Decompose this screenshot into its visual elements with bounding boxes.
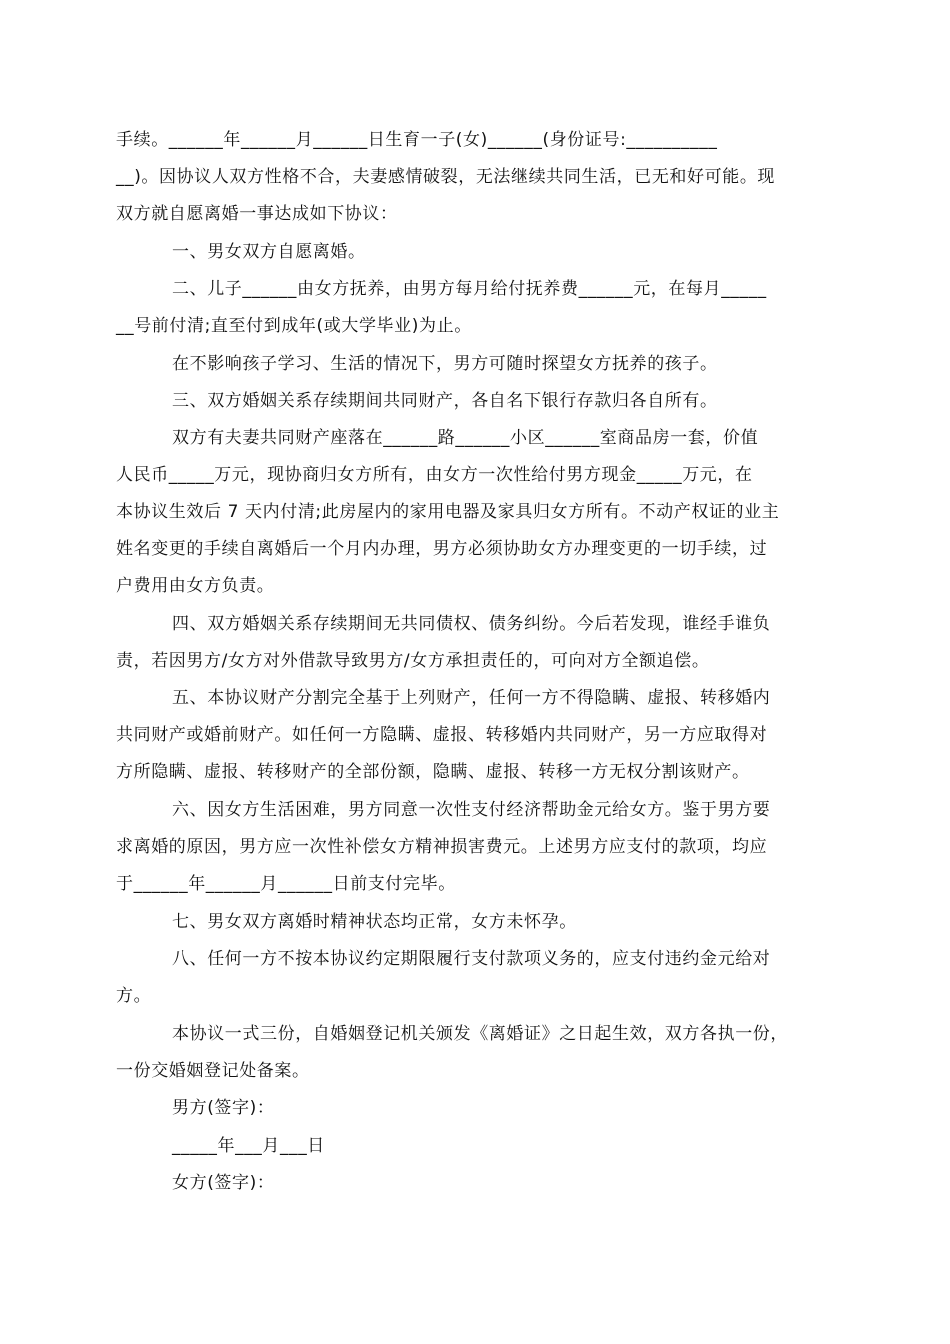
text-line-19: 六、因女方生活困难，男方同意一次性支付经济帮助金元给女方。鉴于男方要 bbox=[172, 800, 771, 820]
text-line-25: 本协议一式三份，自婚姻登记机关颁发《离婚证》之日起生效，双方各执一份， bbox=[172, 1024, 788, 1044]
text-line-17: 共同财产或婚前财产。如任何一方隐瞒、虚报、转移婚内共同财产，另一方应取得对 bbox=[116, 725, 768, 745]
text-line-8: 三、双方婚姻关系存续期间共同财产，各自名下银行存款归各自所有。 bbox=[172, 391, 718, 411]
text-line-20: 求离婚的原因，男方应一次性补偿女方精神损害费元。上述男方应支付的款项，均应 bbox=[116, 837, 768, 857]
female-signature-label: 女方(签字)： bbox=[172, 1173, 275, 1193]
male-signature-label: 男方(签字)： bbox=[172, 1098, 275, 1118]
date-line: _____年___月___日 bbox=[172, 1136, 325, 1156]
text-line-4: 一、男女双方自愿离婚。 bbox=[172, 242, 366, 262]
text-line-13: 户费用由女方负责。 bbox=[116, 576, 275, 596]
text-line-21: 于______年______月______日前支付完毕。 bbox=[116, 874, 456, 894]
text-line-18: 方所隐瞒、虚报、转移财产的全部份额，隐瞒、虚报、转移一方无权分割该财产。 bbox=[116, 762, 750, 782]
text-line-12: 姓名变更的手续自离婚后一个月内办理，男方必须协助女方办理变更的一切手续，过 bbox=[116, 539, 768, 559]
text-line-11: 本协议生效后 7 天内付清;此房屋内的家用电器及家具归女方所有。不动产权证的业主 bbox=[116, 502, 780, 522]
text-line-22: 七、男女双方离婚时精神状态均正常，女方未怀孕。 bbox=[172, 912, 577, 932]
text-line-3: 双方就自愿离婚一事达成如下协议： bbox=[116, 204, 398, 224]
text-line-23: 八、任何一方不按本协议约定期限履行支付款项义务的，应支付违约金元给对 bbox=[172, 949, 771, 969]
text-line-15: 责，若因男方/女方对外借款导致男方/女方承担责任的，可向对方全额追偿。 bbox=[116, 651, 710, 671]
text-line-7: 在不影响孩子学习、生活的情况下，男方可随时探望女方抚养的孩子。 bbox=[172, 354, 718, 374]
text-line-6: __号前付清;直至付到成年(或大学毕业)为止。 bbox=[116, 316, 472, 336]
text-line-5: 二、儿子______由女方抚养，由男方每月给付抚养费______元，在每月_____ bbox=[172, 279, 767, 299]
text-line-10: 人民币_____万元，现协商归女方所有，由女方一次性给付男方现金_____万元，在 bbox=[116, 465, 753, 485]
text-line-1: 手续。______年______月______日生育一子(女)______(身份证号:__________ bbox=[116, 130, 718, 150]
text-line-9: 双方有夫妻共同财产座落在______路______小区______室商品房一套，价值 bbox=[172, 428, 759, 448]
text-line-26: 一份交婚姻登记处备案。 bbox=[116, 1061, 310, 1081]
text-line-14: 四、双方婚姻关系存续期间无共同债权、债务纠纷。今后若发现，谁经手谁负 bbox=[172, 614, 771, 634]
text-line-2: __)。因协议人双方性格不合，夫妻感情破裂，无法继续共同生活，已无和好可能。现 bbox=[116, 167, 776, 187]
text-line-24: 方。 bbox=[116, 986, 152, 1006]
text-line-16: 五、本协议财产分割完全基于上列财产，任何一方不得隐瞒、虚报、转移婚内 bbox=[172, 688, 771, 708]
